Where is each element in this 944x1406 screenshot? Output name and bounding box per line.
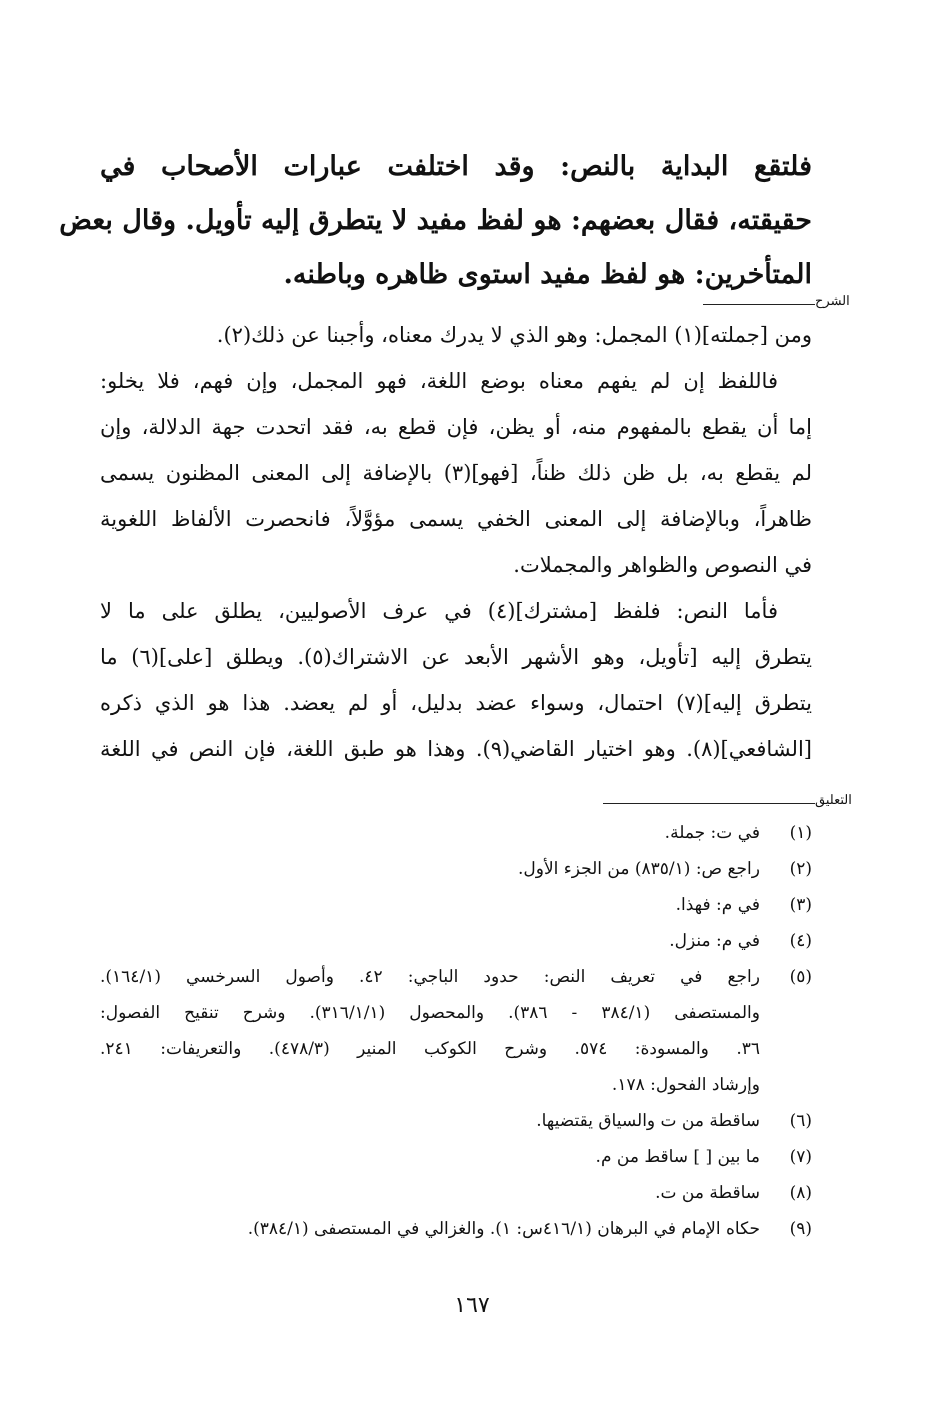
sharh-line: [الشافعي](٨). وهو اختيار القاضي(٩). وهذا هو طبق اللغة، فإن النص في اللغة [100,737,812,761]
footnote-text: ما بين [ ] ساقط من م. [595,1147,760,1167]
matn-line: فلتقع البداية بالنص: وقد اختلفت عبارات الأصحاب في [100,151,812,182]
footnote-text: ٣٦. والمسودة: ٥٧٤. وشرح الكوكب المنير (٤٧٨/٣). والتعريفات: ٢٤١. [100,1039,760,1059]
footnote-text: في ت: جملة. [664,823,760,843]
footnote-number: (٧) [789,1147,812,1167]
footnotes [100,815,812,1247]
sharh-line: لم يقطع به، بل ظن ذلك ظناً، [فهو](٣) بالإضافة إلى المعنى المظنون يسمى [100,461,813,485]
matn-line: المتأخرين: هو لفظ مفيد استوى ظاهره وباطنه. [283,259,812,290]
footnote [100,923,812,959]
footnote-text: والمستصفى (٣٨٤/١ - ٣٨٦). والمحصول (٣١٦/١/١). وشرح تنقيح الفصول: [100,1003,760,1023]
matn-text [59,140,812,302]
footnote-number: (٨) [789,1183,812,1203]
footnote-text: في م: فهذا. [675,895,760,915]
sharh-line: ومن [جملته](١) المجمل: وهو الذي لا يدرك معناه، وأجبنا عن ذلك(٢). [216,323,812,347]
sharh-line: فأما النص: فلفظ [مشترك](٤) في عرف الأصوليين، يطلق على ما لا [100,599,778,623]
footnote-text: راجع ص: (٨٣٥/١) من الجزء الأول. [517,859,760,879]
sharh-text [100,312,812,772]
notes-separator [603,803,815,804]
sharh-label: الشرح [815,294,850,309]
footnote-number: (٢) [789,859,812,879]
footnote [100,959,812,1103]
footnote [100,1175,812,1211]
sharh-line: فاللفظ إن لم يفهم معناه بوضع اللغة، فهو المجمل، وإن فهم، فلا يخلو: [100,369,778,393]
page-number: ١٦٧ [454,1293,490,1318]
footnote [100,815,812,851]
sharh-line: يتطرق إليه](٧) احتمال، وسواء عضد بدليل، أو لم يعضد. هذا هو الذي ذكره [100,691,812,715]
footnote-number: (٩) [789,1219,812,1239]
footnote-text: ساقطة من ت والسياق يقتضيها. [536,1111,760,1131]
sharh-separator [703,304,815,305]
footnote-text: وإرشاد الفحول: ١٧٨. [611,1075,760,1095]
sharh-line: يتطرق إليه [تأويل، وهو الأشهر الأبعد عن الاشتراك(٥). ويطلق [على](٦) ما [100,645,812,669]
footnote [100,1139,812,1175]
footnote-number: (٣) [789,895,812,915]
sharh-line: إما أن يقطع بالمفهوم منه، أو يظن، فإن قطع به، فقد اتحدت جهة الدلالة، وإن [100,415,812,439]
sharh-line: ظاهراً، وبالإضافة إلى المعنى الخفي يسمى مؤوَّلاً، فانحصرت الألفاظ اللغوية [100,507,812,531]
footnote-number: (٥) [789,967,812,987]
notes-label: التعليق [815,793,852,808]
footnote [100,887,812,923]
footnote [100,1103,812,1139]
matn-line: حقيقته، فقال بعضهم: هو لفظ مفيد لا يتطرق إليه تأويل. وقال بعض [59,205,812,236]
footnote-text: في م: منزل. [669,931,760,951]
footnote [100,851,812,887]
sharh-line: في النصوص والظواهر والمجملات. [513,553,812,577]
footnote-number: (٤) [789,931,812,951]
footnote [100,1211,812,1247]
footnote-number: (٦) [789,1111,812,1131]
footnote-text: حكاه الإمام في البرهان (٤١٦/١س: ١). والغزالي في المستصفى (٣٨٤/١). [247,1219,760,1239]
footnote-text: راجع في تعريف النص: حدود الباجي: ٤٢. وأصول السرخسي (١٦٤/١). [100,967,760,987]
footnote-text: ساقطة من ت. [655,1183,760,1203]
footnote-number: (١) [789,823,812,843]
